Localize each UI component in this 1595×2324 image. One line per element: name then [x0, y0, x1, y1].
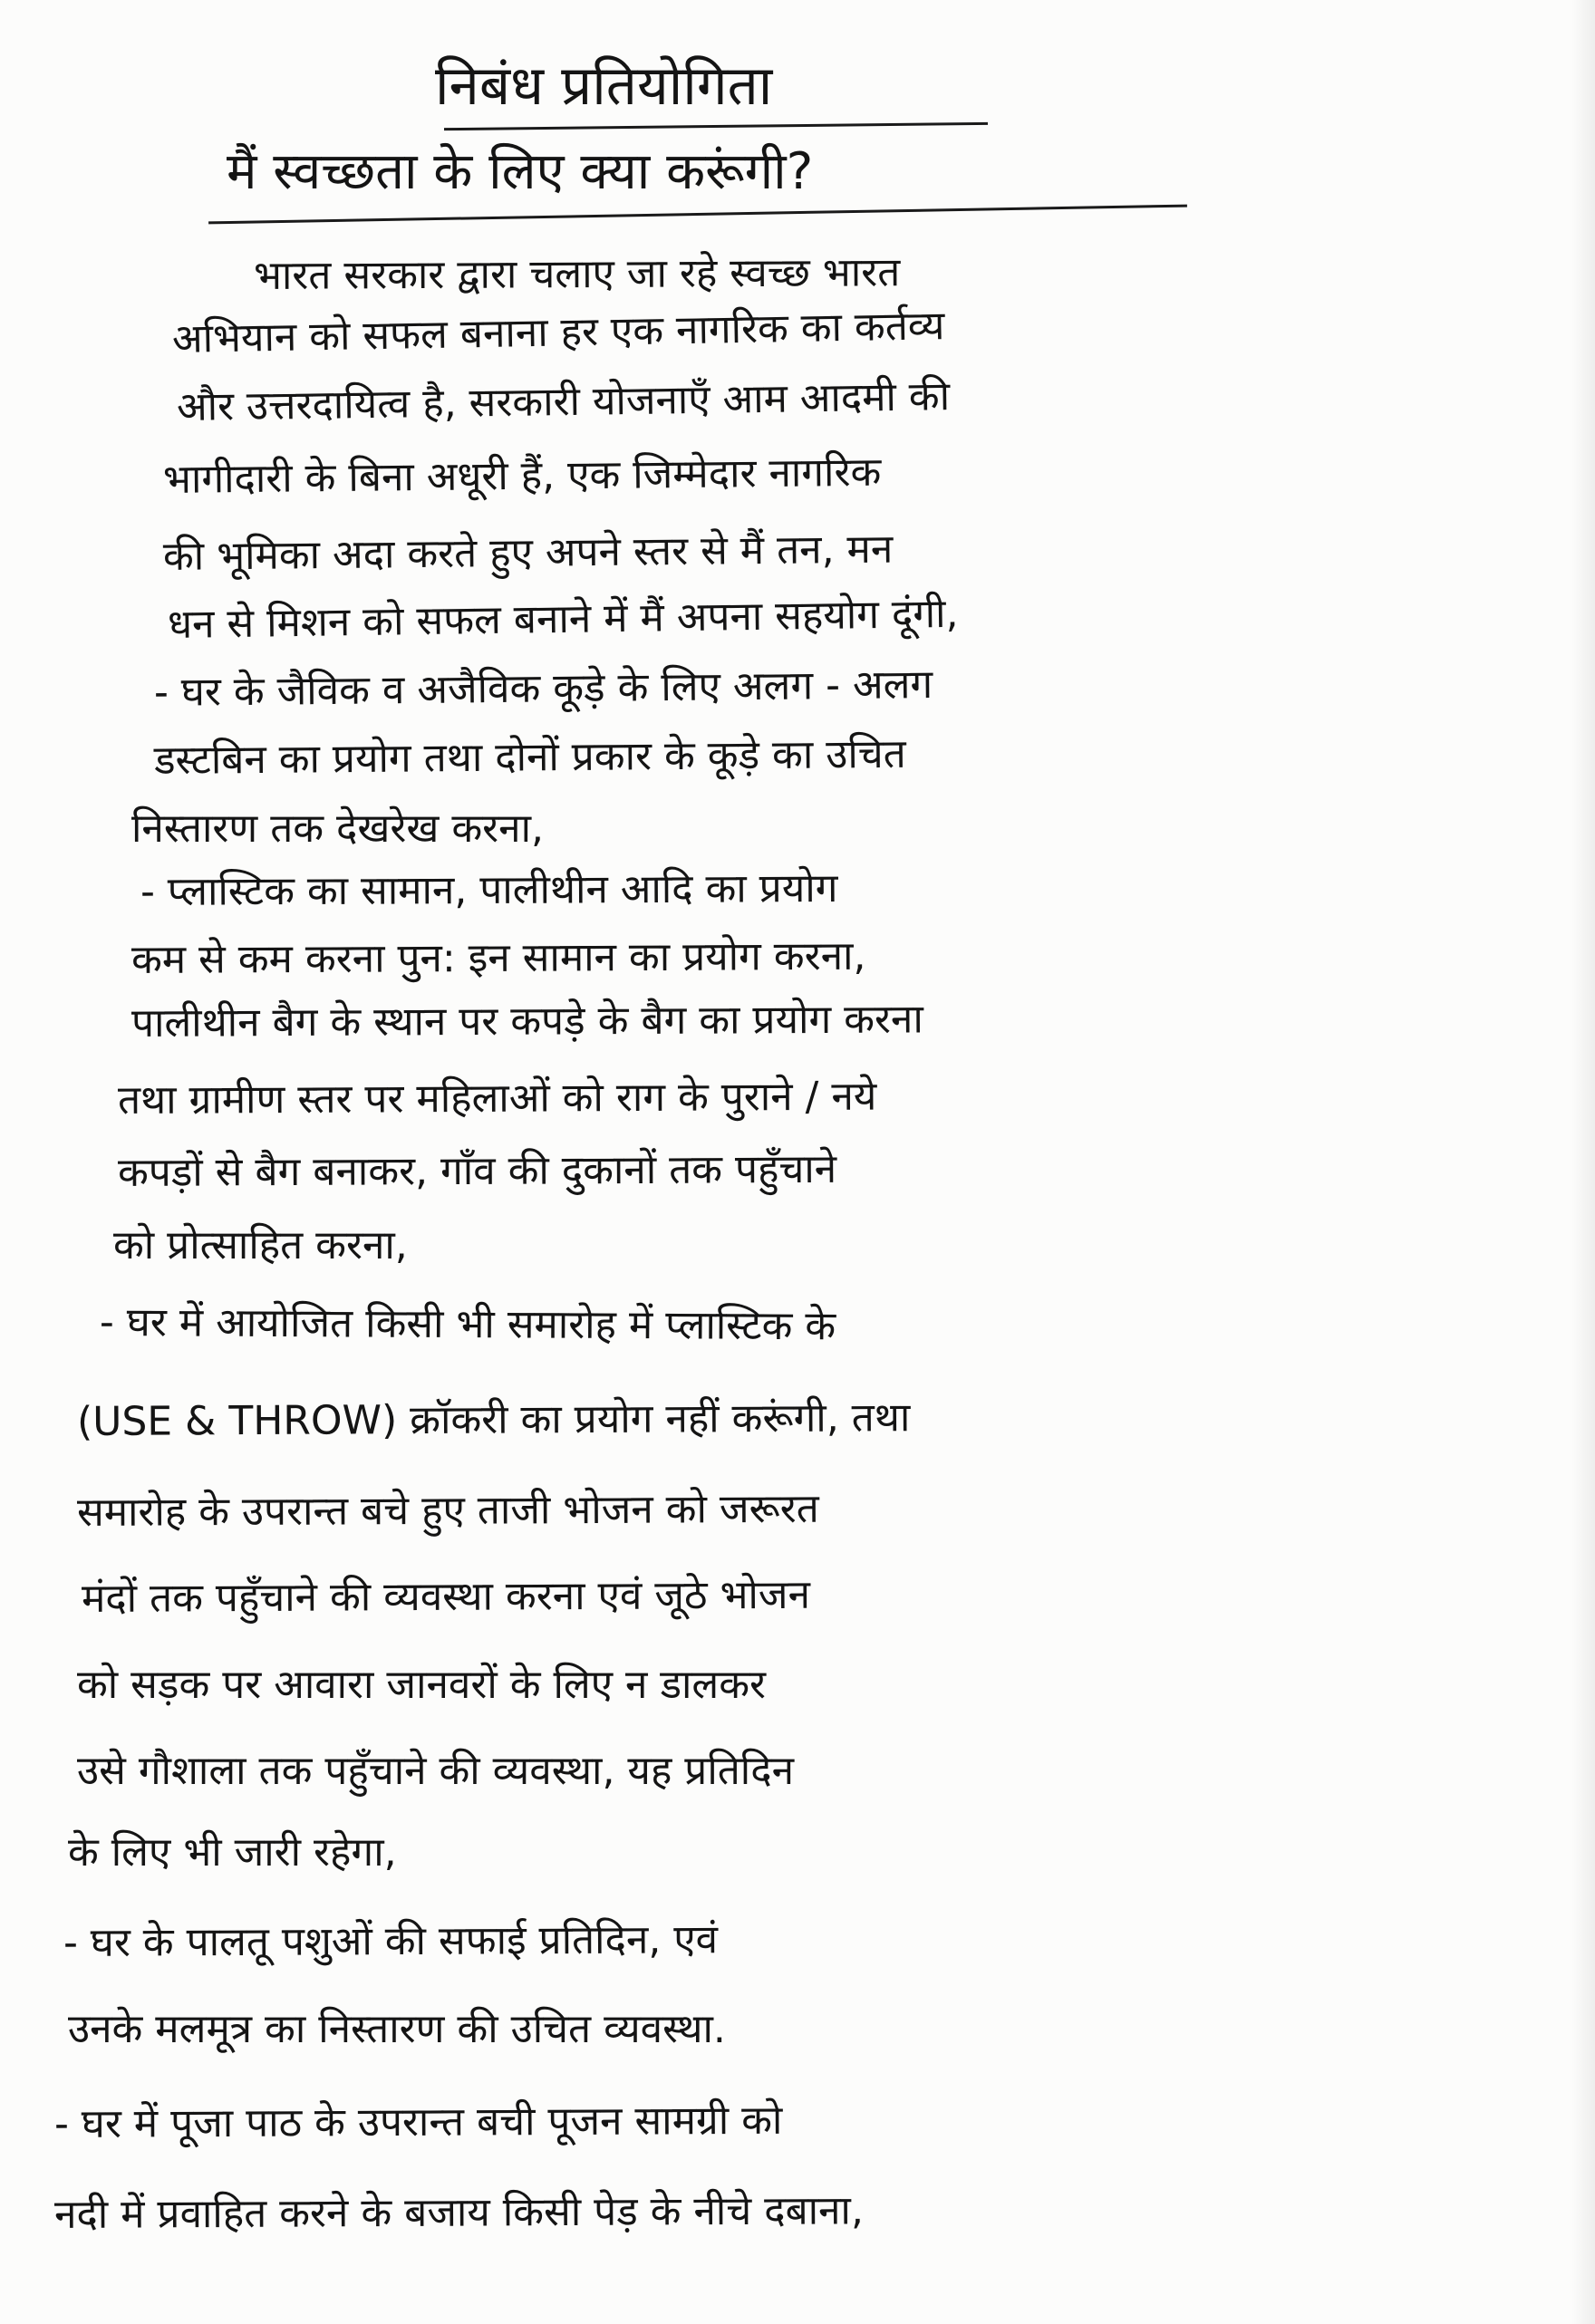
essay-line: नदी में प्रवाहित करने के बजाय किसी पेड़ के नीचे दबाना, — [53, 2187, 864, 2238]
essay-line: भागीदारी के बिना अधूरी हैं, एक जिम्मेदार नागरिक — [162, 448, 882, 503]
essay-line: - घर के पालतू पशुओं की सफाई प्रतिदिन, एवं — [63, 1916, 719, 1966]
essay-line: - घर के जैविक व अजैविक कूड़े के लिए अलग - अलग — [153, 661, 933, 716]
essay-line: धन से मिशन को सफल बनाने में मैं अपना सहयोग दूंगी, — [167, 590, 959, 648]
essay-line: निस्तारण तक देखरेख करना, — [131, 805, 544, 852]
essay-line: और उत्तरदायित्व है, सरकारी योजनाएँ आम आदमी की — [176, 373, 951, 430]
essay-line: को प्रोत्साहित करना, — [113, 1222, 408, 1268]
essay-line: - घर में पूजा पाठ के उपरान्त बची पूजन सामग्री को — [53, 2097, 783, 2147]
essay-line: डस्टबिन का प्रयोग तथा दोनों प्रकार के कूड़े का उचित — [153, 730, 906, 784]
essay-line: की भूमिका अदा करते हुए अपने स्तर से मैं तन, मन — [162, 526, 894, 580]
essay-line: कपड़ों से बैग बनाकर, गाँव की दुकानों तक पहुँचाने — [117, 1145, 837, 1196]
essay-line: भारत सरकार द्वारा चलाए जा रहे स्वच्छ भारत — [253, 249, 901, 299]
essay-line: - प्लास्टिक का सामान, पालीथीन आदि का प्रयोग — [140, 864, 838, 915]
essay-topic-heading: मैं स्वच्छता के लिए क्या करूंगी? — [227, 142, 814, 201]
essay-line: के लिए भी जारी रहेगा, — [68, 1829, 397, 1876]
essay-line: उनके मलमूत्र का निस्तारण की उचित व्यवस्था. — [68, 2006, 726, 2052]
essay-line: समारोह के उपरान्त बचे हुए ताजी भोजन को जरूरत — [76, 1485, 819, 1536]
essay-line: तथा ग्रामीण स्तर पर महिलाओं को राग के पुराने / नये — [117, 1073, 877, 1123]
essay-line: उसे गौशाला तक पहुँचाने की व्यवस्था, यह प्रतिदिन — [77, 1748, 794, 1794]
essay-line: पालीथीन बैग के स्थान पर कपड़े के बैग का प्रयोग करना — [130, 996, 923, 1046]
essay-line: अभियान को सफल बनाना हर एक नागरिक का कर्तव्य — [171, 303, 945, 362]
essay-line: मंदों तक पहुँचाने की व्यवस्था करना एवं जूठे भोजन — [81, 1571, 811, 1622]
page-edge-shadow — [1571, 0, 1595, 2324]
title-underline — [444, 122, 988, 130]
essay-line: - घर में आयोजित किसी भी समारोह में प्लास्टिक के — [99, 1299, 836, 1350]
essay-competition-title: निबंध प्रतियोगिता — [435, 54, 773, 118]
essay-line: (USE & THROW) क्रॉकरी का प्रयोग नहीं करूंगी, तथा — [76, 1394, 911, 1445]
essay-line: को सड़क पर आवारा जानवरों के लिए न डालकर — [77, 1662, 767, 1708]
essay-line: कम से कम करना पुन: इन सामान का प्रयोग करना, — [130, 932, 866, 983]
